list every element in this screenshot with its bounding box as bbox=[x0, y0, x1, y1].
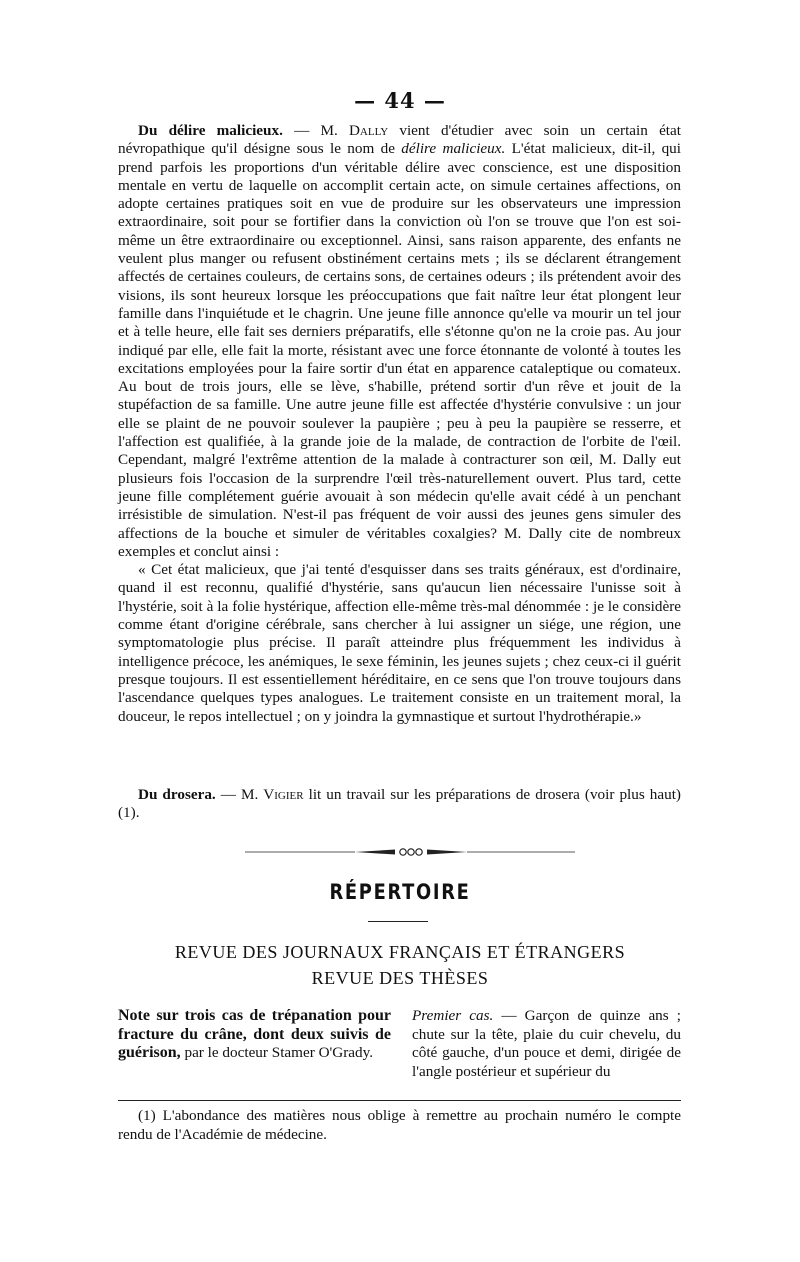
repertoire-title: RÉPERTOIRE bbox=[329, 880, 471, 904]
delire-paragraph bbox=[118, 122, 681, 561]
title-divider bbox=[368, 921, 428, 922]
note-author: par le docteur Stamer O'Grady. bbox=[180, 1044, 374, 1061]
drosera-paragraph bbox=[118, 786, 681, 823]
page-number: — 44 — bbox=[354, 88, 446, 113]
column-right bbox=[412, 1007, 681, 1081]
delire-author: Dally bbox=[348, 122, 389, 139]
article-delire-malicieux bbox=[118, 122, 681, 726]
article-drosera bbox=[118, 786, 681, 823]
delire-quote: « Cet état malicieux, que j'ai tenté d'esquisser dans ses traits généraux, est d'ordinaire, quand il est reconnu, qualifié d'hystérie, sans qu'aucun lien nécessaire l'unisse soit à l'hystérie, soit à la folie hystérique, affection elle-même très-mal dénommée : je le considère comme étant d'origine cérébrale, sans chercher à lui assigner un siége, une région, une symptomatologie plus précise. Il paraît atteindre plus fréquemment les individus à intelligence précoce, les anémiques, le sexe féminin, les jeunes sujets ; chez ceux-ci il guérit presque toujours. Il est essentiellement héréditaire, en ce sens que l'on trouve toujours dans l'ascendance quelques types analogues. Le traitement consiste en un traitement moral, la douceur, le repos intellectuel ; on y joindra la gymnastique et surtout l'hydrothérapie.» bbox=[118, 561, 681, 725]
delire-heading: Du délire malicieux. bbox=[138, 122, 283, 139]
drosera-dash: — M. bbox=[215, 786, 264, 803]
drosera-heading: Du drosera. bbox=[138, 786, 216, 803]
delire-dash: — M. bbox=[282, 122, 349, 139]
ornamental-rule bbox=[245, 845, 575, 859]
delire-italic-term: délire malicieux. bbox=[401, 140, 506, 158]
footnote bbox=[118, 1106, 681, 1144]
drosera-text: lit un travail sur les préparations de drosera (voir plus haut) (1). bbox=[118, 786, 681, 822]
drosera-author: Vigier bbox=[263, 786, 304, 803]
footnote-divider bbox=[118, 1100, 681, 1101]
repertoire-subtitle-theses: REVUE DES THÈSES bbox=[311, 968, 489, 988]
premier-cas-text: — Garçon de quinze ans ; chute sur la tête, plaie du cuir chevelu, du côté gauche, d'un pouce et demi, dirigée de l'angle postérieur et supérieur du bbox=[412, 1007, 681, 1080]
footnote-text: (1) L'abondance des matières nous oblige à remettre au prochain numéro le compte rendu de l'Académie de médecine. bbox=[118, 1107, 681, 1143]
column-left bbox=[118, 1007, 391, 1063]
delire-text-intro: vient d'étudier avec soin un certain état névropathique qu'il désigne sous le nom de bbox=[118, 122, 681, 158]
repertoire-subtitle-journaux: REVUE DES JOURNAUX FRANÇAIS ET ÉTRANGERS bbox=[174, 942, 626, 962]
note-heading: Note sur trois cas de trépanation pour fracture du crâne, dont deux suivis de guérison, bbox=[118, 1007, 391, 1061]
delire-text-body: L'état malicieux, dit-il, qui prend parfois les proportions d'un véritable délire avec conscience, est une disposition mentale en vertu de laquelle on accomplit certain acte, on simule certaines affections, on adopte certaines pratiques soit en vue de produire sur les observateurs une impression extraordinaire, soit pour se fortifier dans la conviction où l'on se trouve que l'on est soi-même un être extraordinaire ou exceptionnel. Ainsi, sans raison apparente, des enfants ne veulent plus manger ou refusent obstinément certains mets ; ils se déclarent étrangement affectés de certaines couleurs, de certains sons, de certaines odeurs ; ils prétendent avoir des visions, ils sont heureux lorsque les préoccupations que fait naître leur état plongent leur famille dans l'inquiétude et le chagrin. Une jeune fille annonce qu'elle va mourir un tel jour et à telle heure, elle fait ses derniers préparatifs, elle s'étonne qu'on ne la croie pas. Au jour indiqué par elle, elle fait la morte, résistant avec une force étonnante de volonté à toutes les excitations employées pour la faire sortir d'un état en apparence cataleptique ou comateux. Au bout de trois jours, elle se lève, s'habille, prétend sortir d'un rêve et jouit de la stupéfaction de sa famille. Une autre jeune fille est affectée d'hystérie convulsive : un jour elle se plaint de ne pouvoir soulever la paupière ; peu à peu la paupière se resserre, et l'affection est qualifiée, à la grande joie de la malade, de contraction de l'orbite de l'œil. Cependant, malgré l'extrême attention de la malade à contracturer son œil, M. Dally eut plusieurs fois l'occasion de la surprendre l'œil très-naturellement ouvert. Plus tard, cette jeune fille complétement guérie avouait à son médecin qu'elle avait cédé à un penchant irrésistible de simulation. N'est-il pas fréquent de voir aussi des jeunes gens simuler des affections de la bouche et simuler de véritables coxalgies? M. Dally cite de nombreux exemples et conclut ainsi : bbox=[118, 140, 681, 560]
premier-cas-label: Premier cas. bbox=[412, 1007, 494, 1024]
